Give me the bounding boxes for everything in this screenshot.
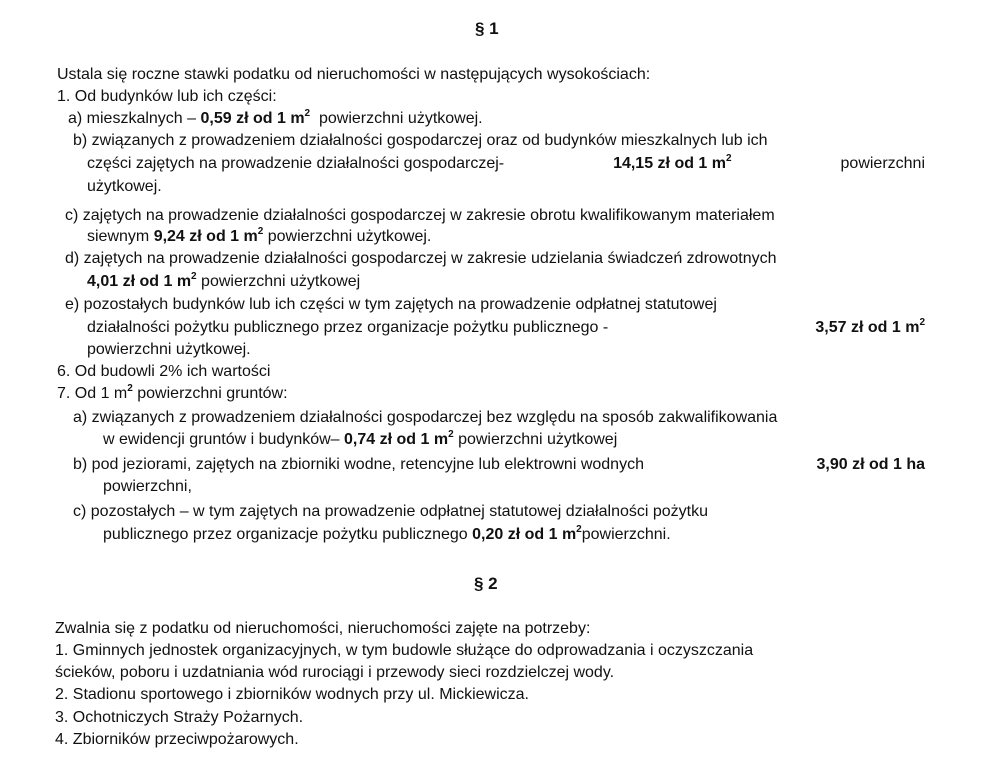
rate-1a: 0,59 zł od 1 $m^2$ [200, 108, 311, 127]
exemption-1-line1: 1. Gminnych jednostek organizacyjnych, w tym budowle służące do odprowadzania i oczyszczania [55, 642, 754, 659]
item-1c-line1: c) zajętych na prowadzenie działalności gospodarczej w zakresie obrotu kwalifikowanym materiałem [65, 207, 775, 224]
item-7b-line2: powierzchni, [103, 478, 192, 495]
item-7-land: 7. Od 1 $m^2$ powierzchni gruntów: [57, 383, 288, 402]
rate-7b: 3,90 zł od 1 ha [816, 456, 925, 473]
rate-7a: 0,74 zł od 1 $m^2$ [344, 429, 454, 448]
item-1b-line1: b) związanych z prowadzeniem działalności gospodarczej oraz od budynków mieszkalnych lub ich [73, 132, 768, 149]
item-7c-line1: c) pozostałych – w tym zajętych na prowadzenie odpłatnej statutowej działalności pożytku [73, 503, 708, 520]
section-1-heading: § 1 [475, 19, 499, 38]
item-1e-line1: e) pozostałych budynków lub ich części w tym zajętych na prowadzenie odpłatnej statutowej [65, 296, 717, 313]
rate-1b: 14,15 zł od 1 $m^2$ [613, 153, 732, 172]
rate-1d: 4,01 zł od 1 $m^2$ [87, 271, 197, 290]
item-1-buildings: 1. Od budynków lub ich części: [57, 88, 277, 105]
section-2-intro: Zwalnia się z podatku od nieruchomości, nieruchomości zajęte na potrzeby: [55, 620, 591, 637]
rate-7c: 0,20 zł od 1 $m^2$ [472, 524, 582, 543]
item-1b-line2: części zajętych na prowadzenie działalności gospodarczej- 14,15 zł od 1 $m^2$ powierzchni [87, 153, 925, 172]
section-2-heading: § 2 [474, 574, 498, 593]
rate-1c: 9,24 zł od 1 $m^2$ [153, 226, 264, 245]
item-1b-line3: użytkowej. [87, 178, 162, 195]
rate-1e: 3,57 zł od 1 $m^2$ [815, 317, 925, 336]
item-7a-line2: w ewidencji gruntów i budynków– 0,74 zł od 1 $m^2$ powierzchni użytkowej [103, 429, 618, 448]
exemption-4: 4. Zbiorników przeciwpożarowych. [55, 731, 299, 748]
item-1c-line2: siewnym 9,24 zł od 1 $m^2$ powierzchni użytkowej. [87, 226, 432, 245]
exemption-2: 2. Stadionu sportowego i zbiorników wodnych przy ul. Mickiewicza. [55, 686, 529, 703]
item-1d-line2: 4,01 zł od 1 $m^2$ powierzchni użytkowej [87, 271, 361, 290]
item-1e-line2: działalności pożytku publicznego przez organizacje pożytku publicznego - 3,57 zł od 1 $m^2$ [87, 317, 925, 336]
item-1a-residential: a) mieszkalnych – 0,59 zł od 1 $m^2$ powierzchni użytkowej. [68, 108, 483, 127]
exemption-3: 3. Ochotniczych Straży Pożarnych. [55, 709, 304, 726]
item-7a-line1: a) związanych z prowadzeniem działalności gospodarczej bez względu na sposób zakwalifikowania [73, 409, 778, 426]
item-7b-line1: b) pod jeziorami, zajętych na zbiorniki wodne, retencyjne lub elektrowni wodnych 3,90 zł od 1 ha [73, 456, 925, 473]
item-1d-line1: d) zajętych na prowadzenie działalności gospodarczej w zakresie udzielania świadczeń zdrowotnych [65, 250, 777, 267]
item-6-structures: 6. Od budowli 2% ich wartości [57, 363, 271, 380]
exemption-1-line2: ścieków, poboru i uzdatniania wód rurociągi i przewody sieci rozdzielczej wody. [55, 664, 615, 681]
section-1-intro: Ustala się roczne stawki podatku od nieruchomości w następujących wysokościach: [57, 66, 651, 83]
item-7c-line2: publicznego przez organizacje pożytku publicznego 0,20 zł od 1 $m^2powierzchni$. [103, 524, 671, 543]
item-1e-line3: powierzchni użytkowej. [87, 341, 251, 358]
